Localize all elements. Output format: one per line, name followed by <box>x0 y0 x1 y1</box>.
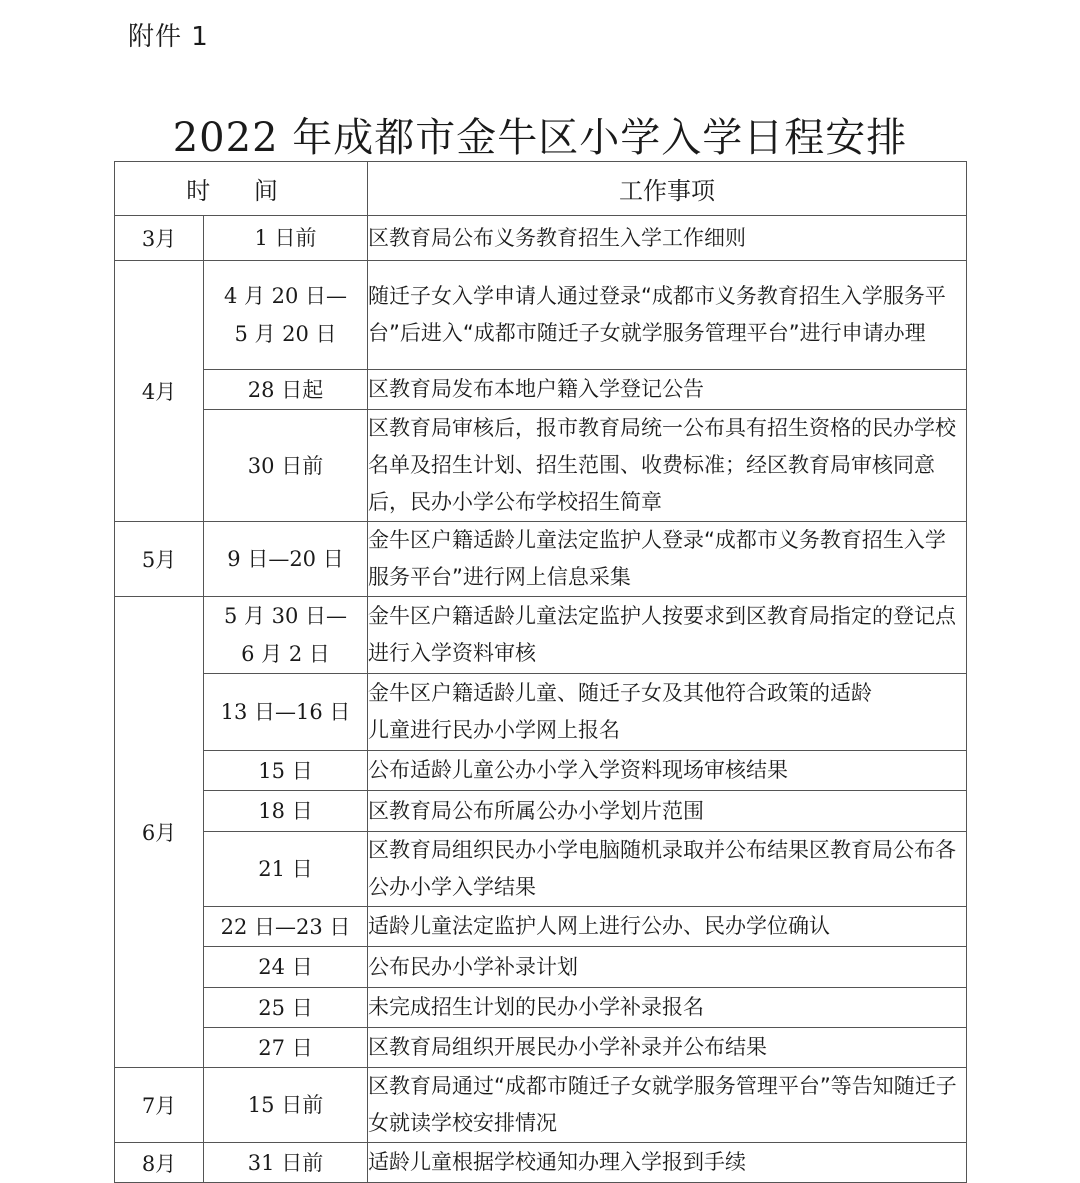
task-cell: 区教育局发布本地户籍入学登记公告 <box>368 370 967 410</box>
date-cell: 9 日—20 日 <box>204 522 368 597</box>
attachment-label: 附件 1 <box>128 22 209 52</box>
table-row <box>115 947 967 988</box>
date-cell: 4 月 20 日— 5 月 20 日 <box>204 261 368 370</box>
table-row <box>115 261 967 370</box>
task-cell: 随迁子女入学申请人通过登录“成都市义务教育招生入学服务平台”后进入“成都市随迁子女就学服务管理平台”进行申请办理 <box>368 261 967 370</box>
month-cell: 8月 <box>115 1143 204 1183</box>
task-cell: 公布适龄儿童公办小学入学资料现场审核结果 <box>368 751 967 791</box>
date-cell: 30 日前 <box>204 410 368 522</box>
date-cell: 13 日—16 日 <box>204 674 368 751</box>
task-cell: 适龄儿童根据学校通知办理入学报到手续 <box>368 1143 967 1183</box>
date-cell: 22 日—23 日 <box>204 907 368 947</box>
header-task: 工作事项 <box>368 162 967 216</box>
table-row <box>115 907 967 947</box>
task-cell: 金牛区户籍适龄儿童法定监护人登录“成都市义务教育招生入学服务平台”进行网上信息采集 <box>368 522 967 597</box>
date-cell: 1 日前 <box>204 216 368 261</box>
task-cell: 区教育局公布义务教育招生入学工作细则 <box>368 216 967 261</box>
table-row <box>115 522 967 597</box>
date-cell: 15 日 <box>204 751 368 791</box>
month-cell: 6月 <box>115 597 204 1068</box>
task-cell: 金牛区户籍适龄儿童、随迁子女及其他符合政策的适龄 儿童进行民办小学网上报名 <box>368 674 967 751</box>
table-row <box>115 1068 967 1143</box>
page-title: 2022 年成都市金牛区小学入学日程安排 <box>172 115 908 161</box>
task-cell: 区教育局组织民办小学电脑随机录取并公布结果区教育局公布各公办小学入学结果 <box>368 832 967 907</box>
table-row <box>115 370 967 410</box>
task-cell: 公布民办小学补录计划 <box>368 947 967 988</box>
date-cell: 24 日 <box>204 947 368 988</box>
table-row <box>115 791 967 832</box>
table-row <box>115 410 967 522</box>
date-cell: 15 日前 <box>204 1068 368 1143</box>
date-cell: 25 日 <box>204 988 368 1028</box>
table-row <box>115 832 967 907</box>
table-row <box>115 1028 967 1068</box>
task-cell: 区教育局公布所属公办小学划片范围 <box>368 791 967 832</box>
date-cell: 21 日 <box>204 832 368 907</box>
month-cell: 5月 <box>115 522 204 597</box>
table-row <box>115 751 967 791</box>
task-cell: 适龄儿童法定监护人网上进行公办、民办学位确认 <box>368 907 967 947</box>
table-row <box>115 988 967 1028</box>
task-cell: 区教育局通过“成都市随迁子女就学服务管理平台”等告知随迁子女就读学校安排情况 <box>368 1068 967 1143</box>
month-cell: 7月 <box>115 1068 204 1143</box>
schedule-table <box>114 161 967 1183</box>
table-row <box>115 674 967 751</box>
date-cell: 27 日 <box>204 1028 368 1068</box>
month-cell: 4月 <box>115 261 204 522</box>
date-cell: 31 日前 <box>204 1143 368 1183</box>
task-cell: 未完成招生计划的民办小学补录报名 <box>368 988 967 1028</box>
task-cell: 区教育局组织开展民办小学补录并公布结果 <box>368 1028 967 1068</box>
date-cell: 5 月 30 日— 6 月 2 日 <box>204 597 368 674</box>
header-time: 时 间 <box>115 162 368 216</box>
table-row <box>115 216 967 261</box>
task-cell: 金牛区户籍适龄儿童法定监护人按要求到区教育局指定的登记点进行入学资料审核 <box>368 597 967 674</box>
table-row <box>115 597 967 674</box>
table-header-row <box>115 162 967 216</box>
date-cell: 18 日 <box>204 791 368 832</box>
month-cell: 3月 <box>115 216 204 261</box>
date-cell: 28 日起 <box>204 370 368 410</box>
task-cell: 区教育局审核后，报市教育局统一公布具有招生资格的民办学校名单及招生计划、招生范围、收费标准；经区教育局审核同意后，民办小学公布学校招生简章 <box>368 410 967 522</box>
